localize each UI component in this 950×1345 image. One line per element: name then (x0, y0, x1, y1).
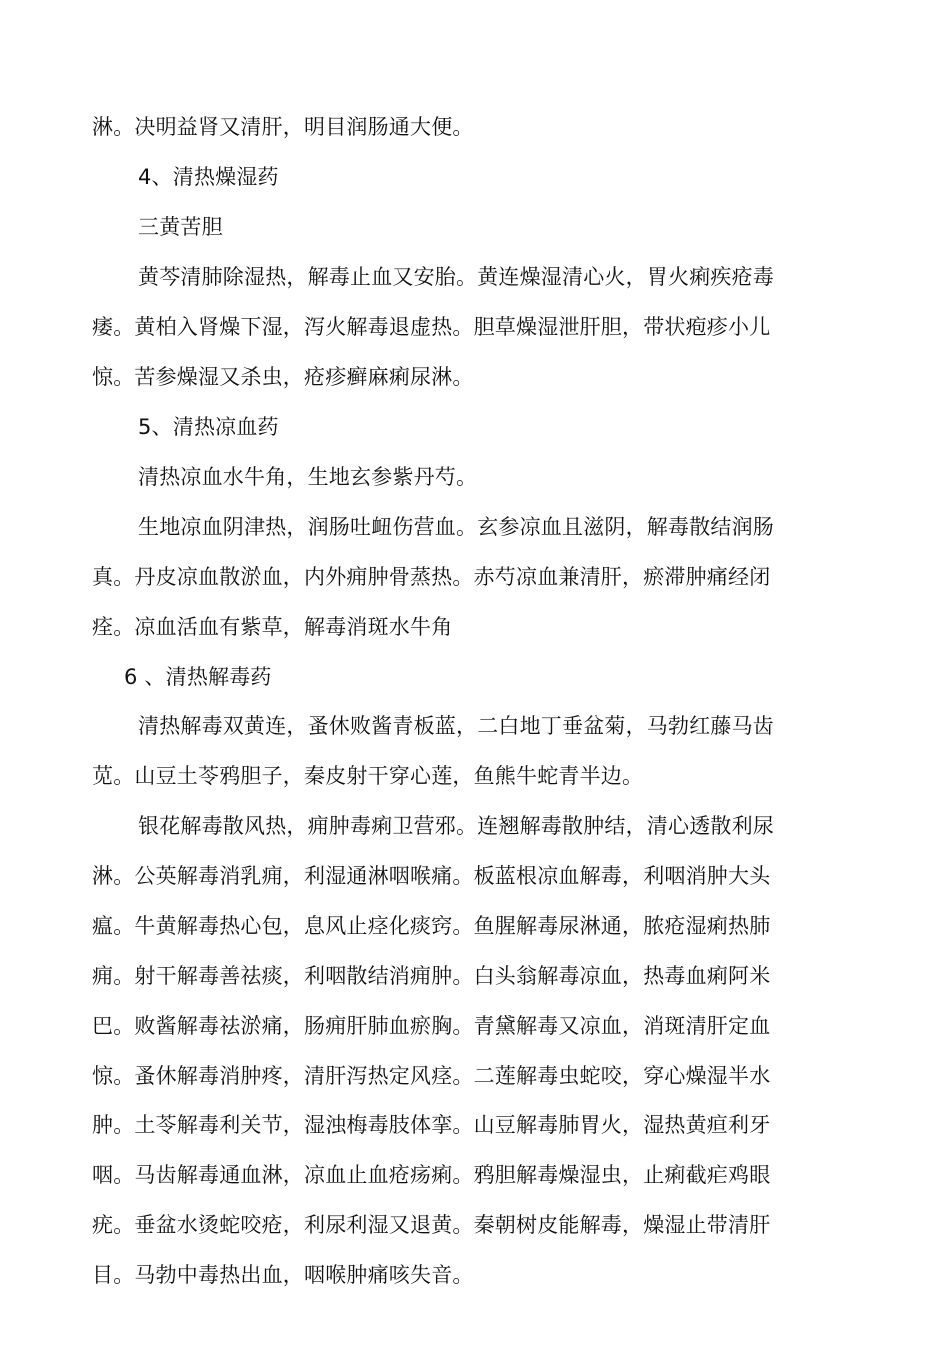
text-line: 清热解毒双黄连，蚤休败酱青板蓝，二白地丁垂盆菊，马勃红藤马齿 (138, 714, 774, 738)
text-line: 目。马勃中毒热出血，咽喉肿痛咳失音。 (92, 1263, 474, 1287)
text-line: 痊。凉血活血有紫草，解毒消斑水牛角 (92, 615, 453, 639)
text-line: 惊。蚤休解毒消肿疼，清肝泻热定风痉。二莲解毒虫蛇咬，穿心燥湿半水 (92, 1064, 771, 1088)
text-line: 疣。垂盆水烫蛇咬疮，利尿利湿又退黄。秦朝树皮能解毒，燥湿止带清肝 (92, 1213, 771, 1237)
text-line: 黄芩清肺除湿热，解毒止血又安胎。黄连燥湿清心火，胃火痢疾疮毒 (138, 265, 774, 289)
section-heading: 4、清热燥湿药 (138, 165, 279, 189)
text-line: 痈。射干解毒善祛痰，利咽散结消痈肿。白头翁解毒凉血，热毒血痢阿米 (92, 964, 771, 988)
text-line: 痿。黄柏入肾燥下湿，泻火解毒退虚热。胆草燥湿泄肝胆，带状疱疹小儿 (92, 315, 771, 339)
text-line: 巴。败酱解毒祛淤痛，肠痈肝肺血瘀胸。青黛解毒又凉血，消斑清肝定血 (92, 1014, 771, 1038)
section-heading: 6 、清热解毒药 (124, 665, 272, 689)
text-line: 生地凉血阴津热，润肠吐衄伤营血。玄参凉血且滋阴，解毒散结润肠 (138, 515, 774, 539)
text-line: 淋。公英解毒消乳痈，利湿通淋咽喉痛。板蓝根凉血解毒，利咽消肿大头 (92, 864, 771, 888)
text-line: 惊。苦参燥湿又杀虫，疮疹癣麻痢尿淋。 (92, 365, 474, 389)
subheading: 三黄苦胆 (138, 215, 223, 239)
text-line: 瘟。牛黄解毒热心包，息风止痉化痰窍。鱼腥解毒尿淋通，脓疮湿痢热肺 (92, 914, 771, 938)
text-line: 咽。马齿解毒通血淋，凉血止血疮疡痢。鸦胆解毒燥湿虫，止痢截疟鸡眼 (92, 1163, 771, 1187)
text-line: 清热凉血水牛角，生地玄参紫丹芍。 (138, 465, 478, 489)
text-line: 肿。土苓解毒利关节，湿浊梅毒肢体挛。山豆解毒肺胃火，湿热黄疸利牙 (92, 1113, 771, 1137)
text-line: 真。丹皮凉血散淤血，内外痈肿骨蒸热。赤芍凉血兼清肝，瘀滞肿痛经闭 (92, 565, 771, 589)
text-line: 淋。决明益肾又清肝，明目润肠通大便。 (92, 115, 474, 139)
text-line: 银花解毒散风热，痈肿毒痢卫营邪。连翘解毒散肿结，清心透散利尿 (138, 814, 774, 838)
text-line: 苋。山豆土苓鸦胆子，秦皮射干穿心莲，鱼熊牛蛇青半边。 (92, 764, 644, 788)
section-heading: 5、清热凉血药 (138, 415, 279, 439)
